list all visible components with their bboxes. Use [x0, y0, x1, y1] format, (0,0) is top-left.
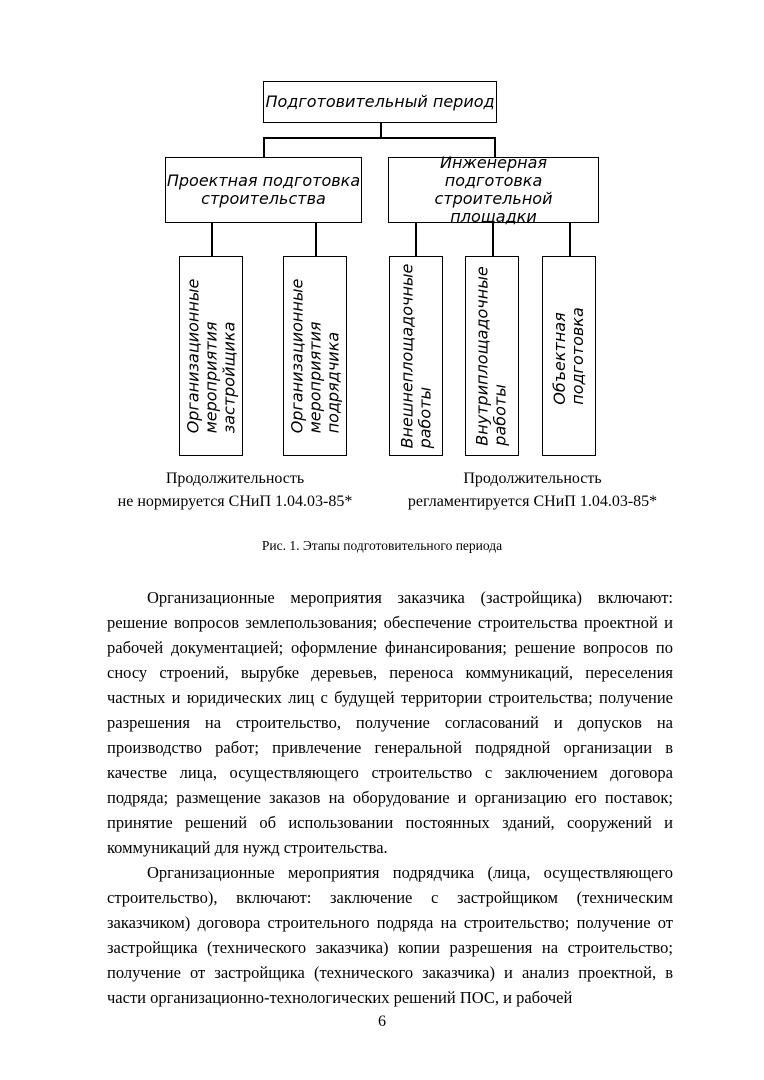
connector-root-down [380, 121, 382, 137]
duration-note-right-line-1: Продолжительность [463, 470, 602, 487]
diagram-leaf-box-4 [465, 256, 519, 456]
connector-left-branch-1 [211, 222, 213, 258]
diagram-leaf-label-3: Внешнеплощадочные работы [397, 263, 435, 449]
diagram-leaf-label-4: Внутриплощадочные работы [473, 266, 510, 446]
paragraph-1: Организационные мероприятия заказчика (застройщика) включают: решение вопросов землепользования; обеспечение строительства проектной и рабочей документацией; оформление финансирования; решение вопросов по сносу строений, вырубке деревьев, переноса коммуникаций, переселения частных и юридических лиц с будущей территории строительства; получение разрешения на строительство, получение согласований и допусков на производство работ; привлечение генеральной подрядной организации в качестве лица, осуществляющего строительство с заключением договора подряда; размещение заказов на оборудование и организацию его поставок; принятие решений об использовании постоянных зданий, сооружений и коммуникаций для нужд строительства. [107, 588, 673, 857]
body-text [107, 585, 673, 1010]
connector-root-horizontal [263, 137, 495, 139]
duration-note-right-line-2: регламентируется СНиП 1.04.03-85* [407, 493, 658, 510]
connector-right-branch-2 [492, 222, 494, 258]
duration-note-right [385, 467, 680, 513]
diagram-right-branch-box [388, 153, 599, 226]
connector-left-down [263, 137, 265, 159]
diagram-leaf-box-2 [283, 256, 347, 456]
diagram-root-box [263, 81, 497, 123]
diagram-leaf-box-3 [389, 256, 443, 456]
diagram-leaf-label-1: Организационные мероприятия застройщика [183, 278, 239, 434]
duration-note-left-line-2: не нормируется СНиП 1.04.03-85* [117, 493, 353, 510]
duration-note-left [90, 467, 380, 513]
figure-caption: Рис. 1. Этапы подготовительного периода [261, 538, 503, 553]
connector-left-branch-2 [315, 222, 317, 258]
diagram-right-branch-label: Инженерная подготовка строительной площадки [434, 153, 553, 226]
diagram-leaf-box-1 [179, 256, 243, 456]
paragraph-2: Организационные мероприятия подрядчика (лица, осуществляющего строительство), включают: заключение с застройщиком (техническим заказчиком) договора строительного подряда на строительство; получение от застройщика (технического заказчика) копии разрешения на строительство; получение от застройщика (технического заказчика) и анализ проектной, в части организационно-технологических решений ПОС, и рабочей [107, 863, 673, 1007]
diagram-left-branch-box [165, 157, 362, 223]
duration-note-left-line-1: Продолжительность [165, 470, 305, 487]
diagram-root-label: Подготовительный период [265, 92, 495, 111]
diagram-leaf-label-2: Организационные мероприятия подрядчика [287, 278, 343, 434]
diagram-leaf-box-5 [542, 256, 596, 456]
page-number: 6 [378, 1013, 386, 1030]
connector-right-branch-1 [415, 222, 417, 258]
diagram-leaf-label-5: Объектная подготовка [550, 307, 588, 405]
diagram-left-branch-label: Проектная подготовка строительства [166, 171, 361, 208]
connector-right-branch-3 [569, 222, 571, 258]
